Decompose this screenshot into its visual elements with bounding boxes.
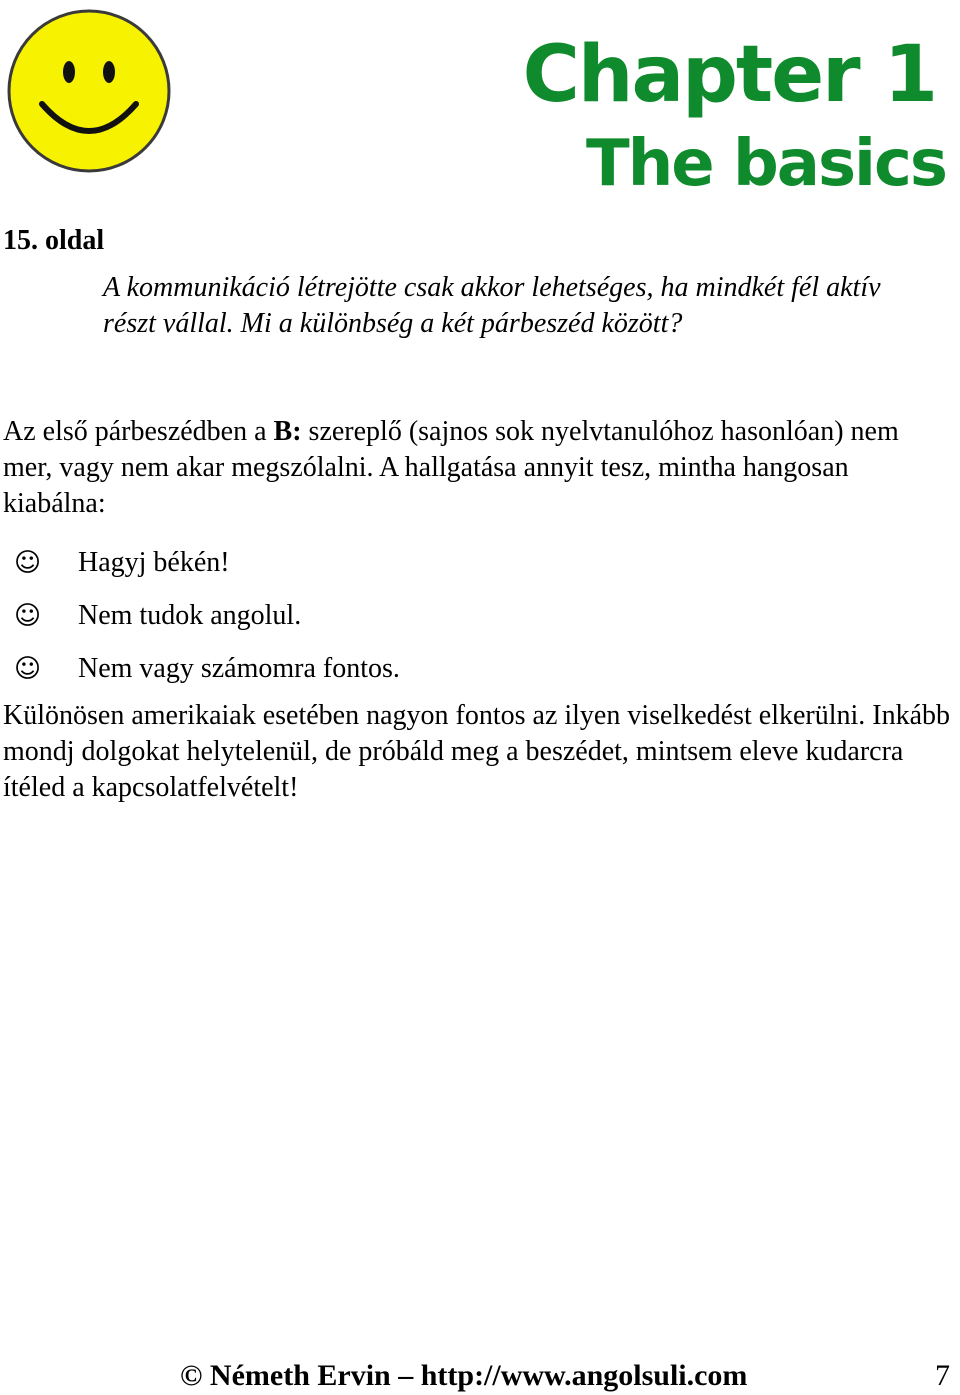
bullet-text: Nem vagy számomra fontos. [78,652,400,684]
list-item [14,589,400,642]
smiley-outline-icon: ☺ [14,547,42,578]
paragraph-second: Különösen amerikaiak esetében nagyon fontos az ilyen viselkedést elkerülni. Inkább mondj dolgokat helytelenül, de próbáld meg a beszédet, mintsem eleve kudarcra ítéled a kapcsolatfelvételt! [3,700,951,803]
list-item [14,642,400,695]
paragraph-first [3,414,953,522]
paragraph-first-end: szereplő (sajnos sok nyelvtanulóhoz hasonlóan) nem mer, vagy nem akar megszólalni. A hallgatása annyit tesz, mintha hangosan kiabálna: [3,416,899,519]
list-item [14,536,400,589]
bullet-text: Nem tudok angolul. [78,599,302,631]
chapter-heading [522,30,946,201]
chapter-number: Chapter 1 [522,30,936,120]
page-number: 7 [935,1359,950,1392]
question-text: A kommunikáció létrejötte csak akkor lehetséges, ha mindkét fél aktív részt vállal. Mi a különbség a két párbeszéd között? [103,272,881,339]
page-reference: 15. oldal [3,225,105,256]
bullet-list [14,536,400,695]
chapter-title: The basics [586,127,946,201]
smiley-outline-icon: ☺ [14,653,42,684]
paragraph-first-start: Az első párbeszédben a [3,416,274,447]
smiley-face-icon [6,8,172,174]
smiley-outline-icon: ☺ [14,600,42,631]
footer-credit: © Németh Ervin – http://www.angolsuli.com [180,1359,748,1392]
speaker-label: B: [273,416,302,447]
bullet-text: Hagyj békén! [78,546,230,578]
